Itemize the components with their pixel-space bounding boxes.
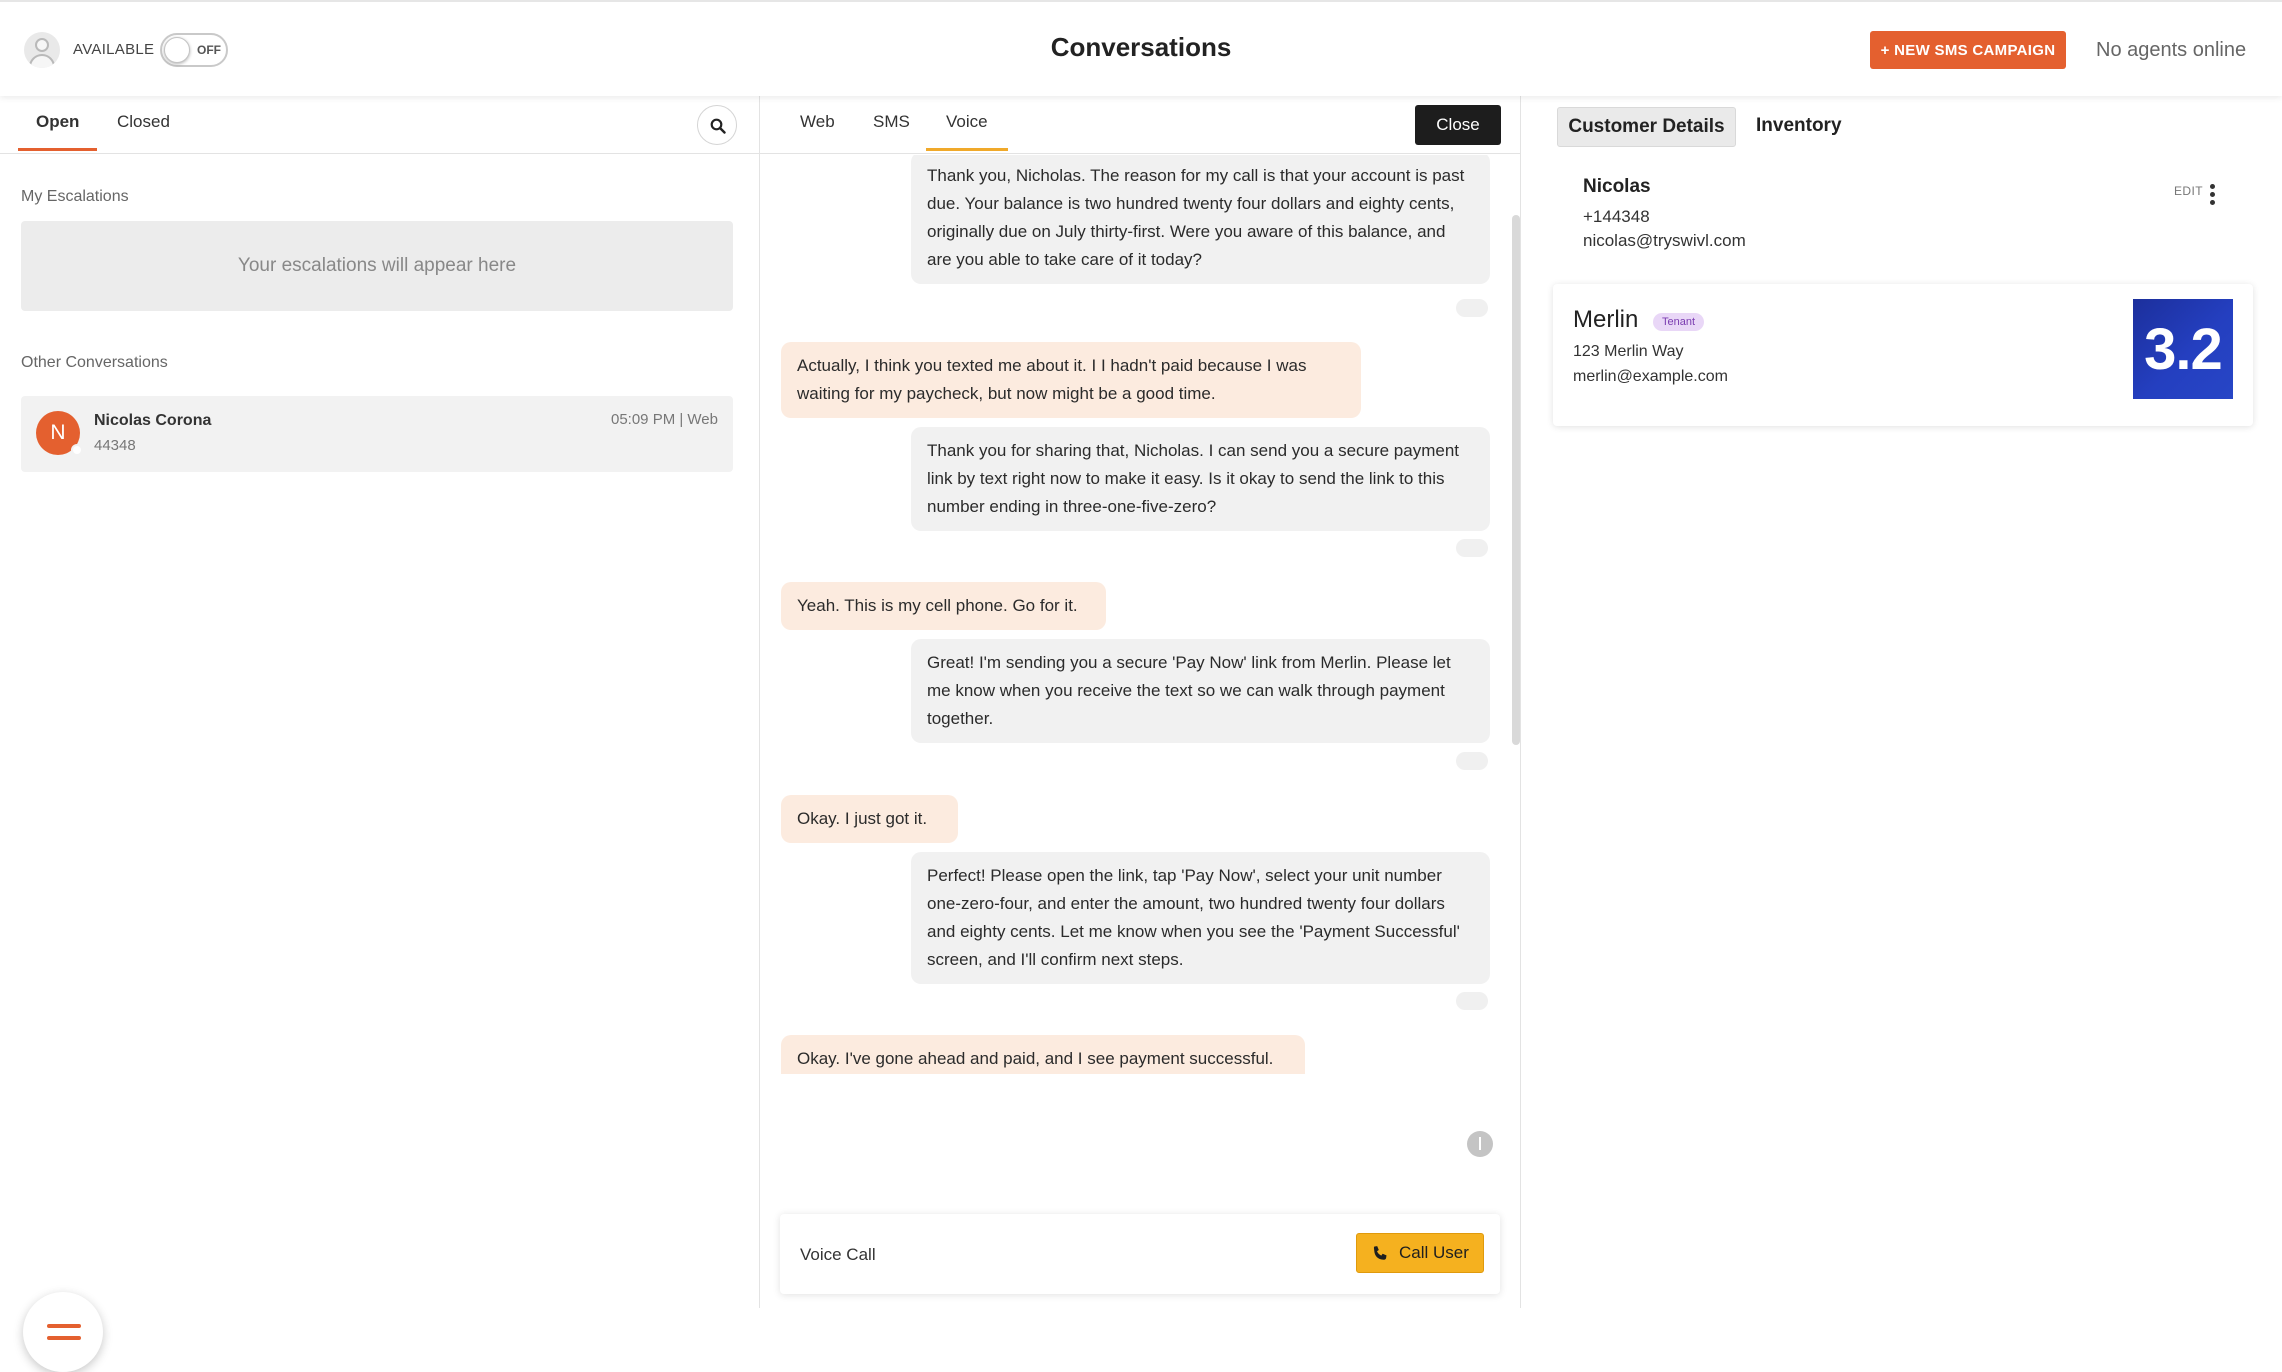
user-avatar-icon[interactable]	[24, 32, 60, 68]
tab-voice[interactable]: Voice	[926, 112, 1008, 151]
call-user-label: Call User	[1399, 1243, 1469, 1262]
conversation-status-tabs	[0, 96, 760, 154]
customer-email: nicolas@tryswivl.com	[1583, 231, 1746, 250]
availability-label: AVAILABLE	[73, 41, 155, 58]
kebab-icon[interactable]	[2209, 184, 2217, 206]
tab-inventory[interactable]: Inventory	[1756, 115, 1842, 136]
conversation-list-panel	[0, 96, 760, 1308]
property-email: merlin@example.com	[1573, 368, 1728, 385]
message-status-pill	[1456, 992, 1488, 1010]
other-conversations-heading: Other Conversations	[21, 354, 168, 371]
menu-fab-button[interactable]	[23, 1292, 103, 1372]
edit-customer-link[interactable]: EDIT	[2174, 184, 2203, 198]
toggle-state-label: OFF	[197, 43, 221, 57]
tab-closed[interactable]: Closed	[117, 112, 170, 131]
chat-panel	[760, 96, 1521, 1308]
customer-phone: +144348	[1583, 207, 1650, 226]
conversation-name: Nicolas Corona	[94, 412, 212, 429]
agent-message: Great! I'm sending you a secure 'Pay Now' link from Merlin. Please let me know when you receive the text so we can walk through payment together.	[911, 639, 1490, 743]
user-message: Okay. I've gone ahead and paid, and I see payment successful.	[781, 1035, 1305, 1074]
property-name: Merlin	[1573, 306, 1639, 333]
call-user-button[interactable]	[1356, 1233, 1484, 1273]
tab-customer-details[interactable]: Customer Details	[1557, 107, 1736, 147]
agent-message: Thank you for sharing that, Nicholas. I can send you a secure payment link by text right now to make it easy. Is it okay to send the link to this number ending in three-one-five-zero?	[911, 427, 1490, 531]
tenant-badge: Tenant	[1653, 313, 1704, 331]
tab-open[interactable]: Open	[18, 112, 97, 151]
user-message: Okay. I just got it.	[781, 795, 958, 843]
user-message: Yeah. This is my cell phone. Go for it.	[781, 582, 1106, 630]
new-sms-campaign-button[interactable]: + NEW SMS CAMPAIGN	[1870, 31, 2066, 69]
tab-web[interactable]: Web	[800, 112, 835, 131]
phone-icon	[1371, 1245, 1389, 1263]
top-bar	[0, 0, 2282, 96]
search-icon	[710, 118, 726, 134]
escalations-heading: My Escalations	[21, 188, 129, 205]
search-button[interactable]	[697, 105, 737, 145]
agent-message: Perfect! Please open the link, tap 'Pay Now', select your unit number one-zero-four, and enter the amount, two hundred twenty four dollars and eighty cents. Let me know when you see the 'Payment Successful' screen, and I'll confirm next steps.	[911, 852, 1490, 984]
agent-message: Thank you, Nicholas. The reason for my call is that your account is past due. Your balance is two hundred twenty four dollars and eighty cents, originally due on July thirty-first. Were you aware of this balance, and are you able to take care of it today?	[911, 155, 1490, 284]
agents-status: No agents online	[2096, 39, 2247, 61]
avatar: N	[36, 411, 80, 455]
page-title: Conversations	[1050, 32, 1232, 62]
tab-sms[interactable]: SMS	[873, 112, 910, 131]
details-panel	[1521, 96, 2282, 1308]
close-conversation-button[interactable]: Close	[1415, 105, 1501, 145]
conversation-list-item[interactable]	[21, 396, 733, 472]
availability-toggle[interactable]	[160, 33, 228, 67]
voice-call-composer	[780, 1214, 1500, 1294]
user-message: Actually, I think you texted me about it. I I hadn't paid because I was waiting for my paycheck, but now might be a good time.	[781, 342, 1361, 418]
voice-call-label: Voice Call	[800, 1245, 876, 1264]
message-status-pill	[1456, 299, 1488, 317]
property-address: 123 Merlin Way	[1573, 343, 1684, 360]
message-status-pill	[1456, 752, 1488, 770]
presence-dot	[71, 444, 83, 456]
property-card[interactable]	[1553, 284, 2253, 426]
message-status-pill	[1456, 539, 1488, 557]
conversation-meta: 05:09 PM | Web	[610, 411, 718, 428]
message-thread[interactable]	[760, 155, 1521, 1074]
escalations-empty-state: Your escalations will appear here	[21, 221, 733, 311]
arrow-down-icon[interactable]	[1467, 1131, 1493, 1157]
chat-scrollbar[interactable]	[1512, 215, 1520, 745]
toggle-knob	[164, 37, 190, 63]
property-score-tile: 3.2	[2133, 299, 2233, 399]
customer-name: Nicolas	[1583, 176, 1651, 197]
conversation-subtitle: 44348	[94, 437, 136, 454]
channel-tabs	[760, 96, 1521, 154]
